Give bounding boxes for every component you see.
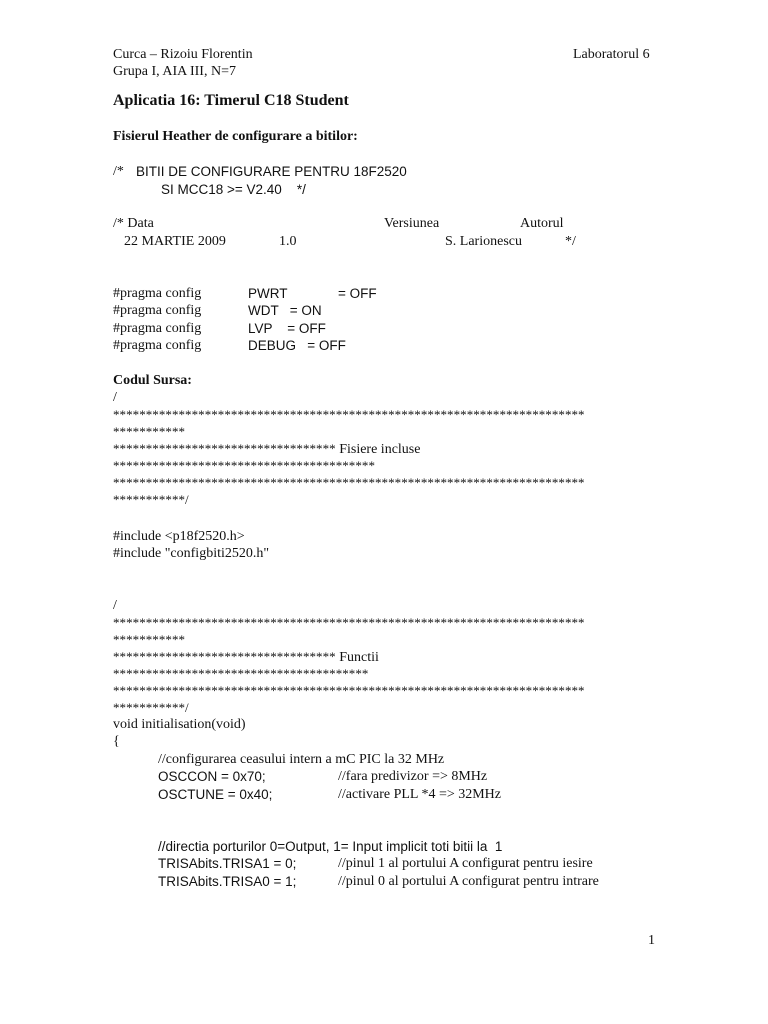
- comment-open: /*: [113, 164, 124, 179]
- include-line: #include "configbiti2520.h": [113, 546, 270, 561]
- stars-line: ************************************************************************: [113, 683, 585, 698]
- source-heading: Codul Sursa:: [113, 373, 192, 388]
- function-declaration: void initialisation(void): [113, 717, 246, 732]
- code-comment: //activare PLL *4 => 32MHz: [338, 787, 502, 802]
- code-statement: OSCTUNE = 0x40;: [158, 787, 273, 802]
- stars-line: ************************************************************************: [113, 407, 585, 422]
- pragma-value: = OFF: [338, 286, 377, 301]
- stars-line: ***********: [113, 424, 186, 439]
- group-label: Grupa I, AIA III, N=7: [113, 64, 236, 79]
- author-name: Curca – Rizoiu Florentin: [113, 47, 253, 62]
- version-column-label: Versiunea: [384, 216, 440, 231]
- pragma-setting: LVP = OFF: [248, 321, 326, 336]
- pragma-directive: #pragma config: [113, 286, 202, 301]
- stars-prefix: **********************************: [113, 441, 336, 456]
- functions-banner: [113, 648, 379, 666]
- include-line: #include <p18f2520.h>: [113, 529, 245, 544]
- stars-line: ************************************************************************: [113, 615, 585, 630]
- author-column-label: Autorul: [520, 216, 564, 231]
- stars-line: ***********/: [113, 700, 189, 715]
- pragma-setting: WDT = ON: [248, 303, 322, 318]
- info-close: */: [565, 234, 576, 249]
- version-value: 1.0: [279, 234, 297, 249]
- brace-open: {: [113, 734, 120, 749]
- functions-label: Functii: [335, 650, 379, 665]
- code-comment: //fara predivizor => 8MHz: [338, 769, 488, 784]
- author-value: S. Larionescu: [445, 234, 522, 249]
- config-heading: Fisierul Heather de configurare a bitilor:: [113, 129, 358, 144]
- code-statement: OSCCON = 0x70;: [158, 769, 266, 784]
- code-comment: //configurarea ceasului intern a mC PIC la 32 MHz: [158, 752, 445, 767]
- comment-slash: /: [113, 598, 117, 613]
- pragma-directive: #pragma config: [113, 338, 202, 353]
- stars-line: ***************************************: [113, 666, 369, 681]
- includes-label: Fisiere incluse: [335, 442, 421, 457]
- pragma-setting: PWRT: [248, 286, 288, 301]
- code-comment: //pinul 0 al portului A configurat pentru intrare: [338, 874, 599, 889]
- pragma-directive: #pragma config: [113, 321, 202, 336]
- pragma-setting: DEBUG = OFF: [248, 338, 346, 353]
- page-title: Aplicatia 16: Timerul C18 Student: [113, 92, 349, 109]
- code-statement: TRISAbits.TRISA1 = 0;: [158, 856, 297, 871]
- code-statement: TRISAbits.TRISA0 = 1;: [158, 874, 297, 889]
- comment-slash: /: [113, 390, 117, 405]
- info-open: /* Data: [113, 216, 154, 231]
- config-comment-line1: BITII DE CONFIGURARE PENTRU 18F2520: [136, 164, 407, 179]
- stars-line: ***********: [113, 632, 186, 647]
- code-comment: //directia porturilor 0=Output, 1= Input implicit toti bitii la 1: [158, 839, 503, 854]
- stars-line: ************************************************************************: [113, 475, 585, 490]
- stars-prefix: **********************************: [113, 649, 336, 664]
- stars-line: ***********/: [113, 492, 189, 507]
- page-number: 1: [648, 933, 655, 948]
- pragma-directive: #pragma config: [113, 303, 202, 318]
- lab-label: Laboratorul 6: [573, 47, 650, 62]
- code-comment: //pinul 1 al portului A configurat pentru iesire: [338, 856, 593, 871]
- config-comment-line2: SI MCC18 >= V2.40 */: [161, 182, 306, 197]
- date-value: 22 MARTIE 2009: [124, 234, 226, 249]
- includes-banner: [113, 440, 420, 458]
- stars-line: ****************************************: [113, 458, 375, 473]
